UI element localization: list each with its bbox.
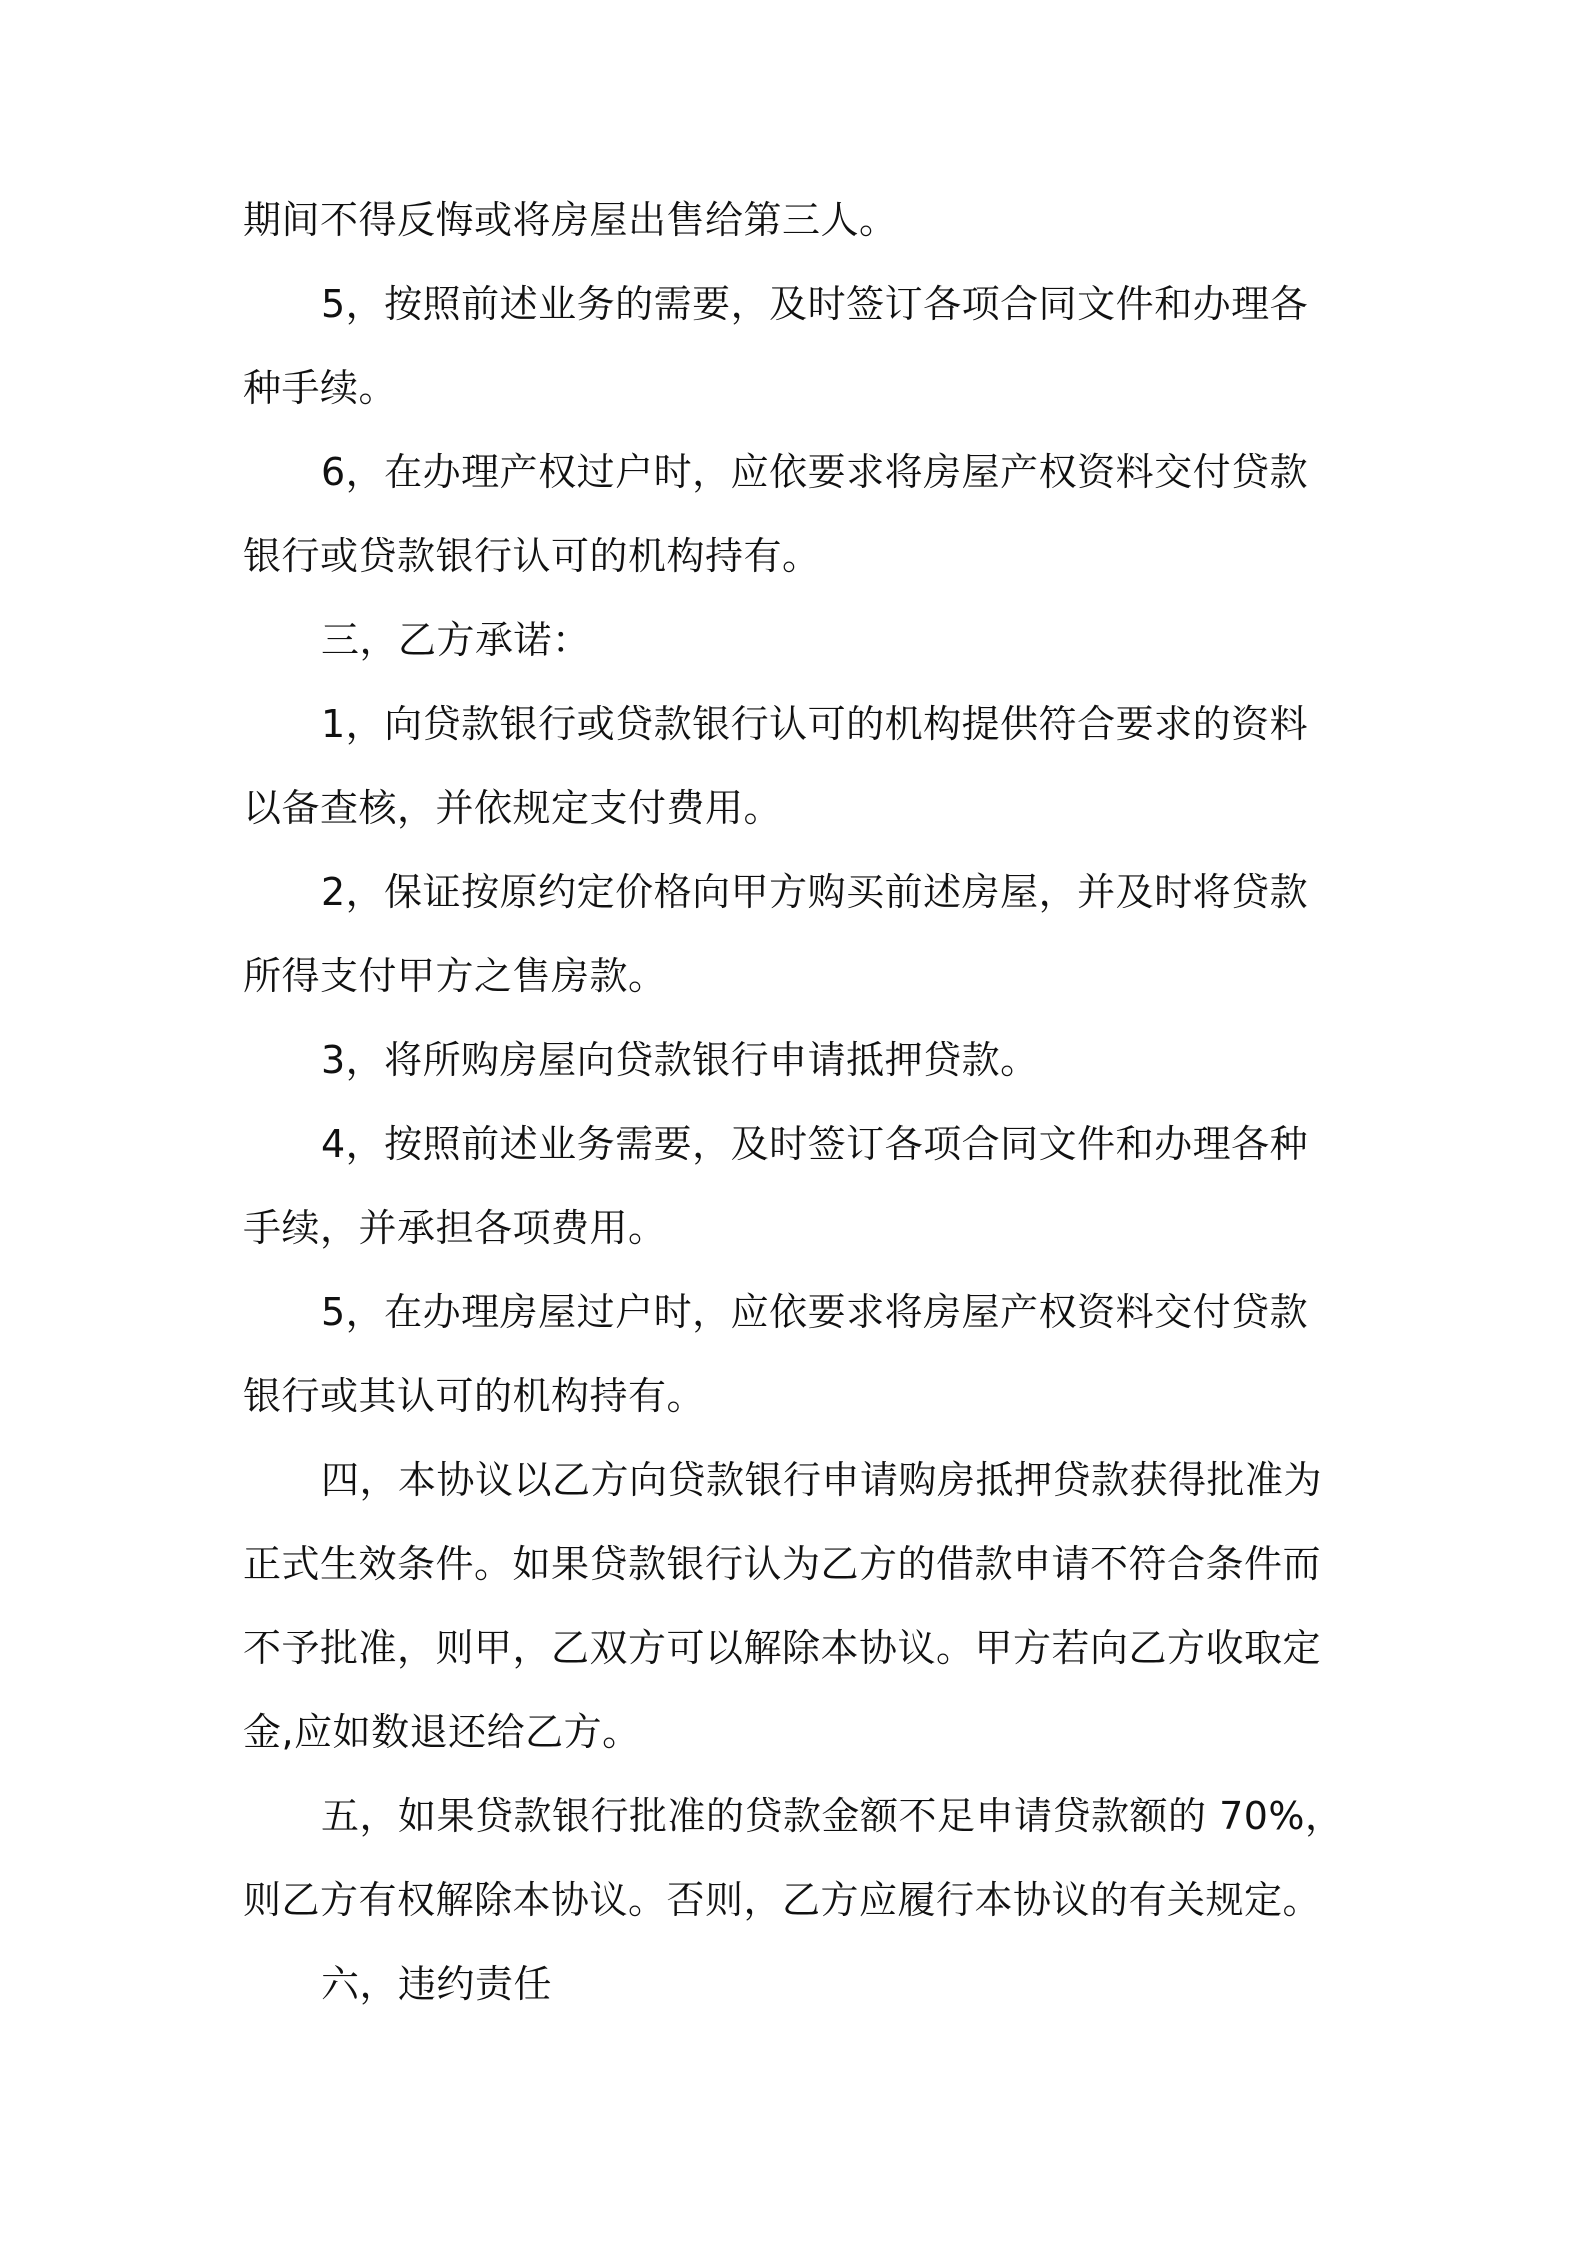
- text-line: 以备查核，并依规定支付费用。: [243, 786, 783, 830]
- section-heading: 三，乙方承诺：: [321, 618, 591, 662]
- text-line: 1，向贷款银行或贷款银行认可的机构提供符合要求的资料: [321, 702, 1309, 746]
- text-line: 期间不得反悔或将房屋出售给第三人。: [243, 198, 898, 242]
- text-line: 4，按照前述业务需要，及时签订各项合同文件和办理各种: [321, 1122, 1309, 1166]
- text-line: 手续，并承担各项费用。: [243, 1206, 667, 1250]
- text-line: 银行或其认可的机构持有。: [243, 1374, 706, 1418]
- section-heading: 四，本协议以乙方向贷款银行申请购房抵押贷款获得批准为: [321, 1458, 1323, 1502]
- text-line: 金,应如数退还给乙方。: [243, 1710, 641, 1754]
- text-line: 种手续。: [243, 366, 398, 410]
- text-line: 所得支付甲方之售房款。: [243, 954, 667, 998]
- text-line: 银行或贷款银行认可的机构持有。: [243, 534, 821, 578]
- text-line: 正式生效条件。如果贷款银行认为乙方的借款申请不符合条件而: [243, 1542, 1322, 1586]
- text-line: 2，保证按原约定价格向甲方购买前述房屋，并及时将贷款: [321, 870, 1309, 914]
- section-heading: 六，违约责任: [321, 1962, 553, 2006]
- text-line: 5，在办理房屋过户时，应依要求将房屋产权资料交付贷款: [321, 1290, 1309, 1334]
- text-line: 5，按照前述业务的需要，及时签订各项合同文件和办理各: [321, 282, 1309, 326]
- text-line: 不予批准，则甲，乙双方可以解除本协议。甲方若向乙方收取定: [243, 1626, 1322, 1670]
- section-heading: 五，如果贷款银行批准的贷款金额不足申请贷款额的 70%，: [321, 1794, 1344, 1838]
- text-line: 6，在办理产权过户时，应依要求将房屋产权资料交付贷款: [321, 450, 1309, 494]
- text-line: 3，将所购房屋向贷款银行申请抵押贷款。: [321, 1038, 1039, 1082]
- text-line: 则乙方有权解除本协议。否则，乙方应履行本协议的有关规定。: [243, 1878, 1322, 1922]
